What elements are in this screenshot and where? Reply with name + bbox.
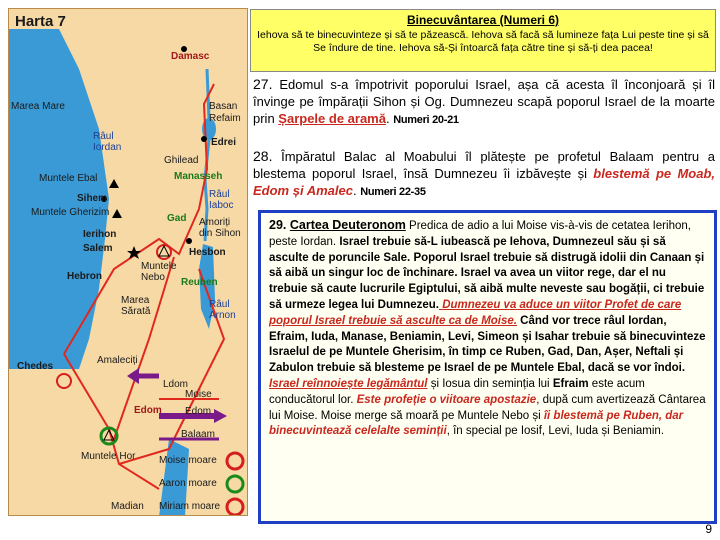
label-raul-iordan: Râul Iordan — [93, 131, 122, 153]
page-number: 9 — [705, 522, 712, 536]
label-muntele-gherizim: Muntele Gherizim — [31, 207, 110, 218]
deut-end: , în special pe Iosif, Levi, Iuda și Beniamin. — [446, 425, 665, 438]
label-edom: Edom — [134, 405, 162, 416]
deut-leader: este acum conducătorul lor. — [269, 377, 645, 406]
point-27-text: Edomul s-a împotrivit poporului Israel, așa că acesta îl înconjoară și îl învinge pe împărații Sihon și Og. Dumnezeu scapă poporul Israel de la moarte prin — [253, 77, 715, 126]
ierihon-star — [127, 246, 141, 259]
label-amaleciti: Amaleciți — [97, 355, 138, 366]
hesbon-dot — [186, 238, 192, 244]
deut-heading: Cartea Deuteronom — [289, 218, 406, 232]
point-27-highlight: Șarpele de aramă — [278, 111, 386, 126]
legend-balaam: Balaam — [181, 429, 215, 440]
legend-miriam-moare-icon — [227, 499, 243, 515]
point-28-punct: . — [352, 183, 361, 198]
label-ierihon: Ierihon — [83, 229, 117, 240]
point-28-reference: Numeri 22-35 — [360, 186, 426, 198]
label-raul-iaboc: Râul Iaboc — [209, 189, 234, 211]
label-salem: Salem — [83, 243, 113, 254]
point-28-number: 28. — [253, 148, 273, 164]
point-28 — [253, 148, 715, 201]
label-sihem: Sihem — [77, 193, 108, 204]
ebal-triangle — [109, 179, 119, 188]
blessing-box — [250, 9, 716, 72]
legend-ldom: Ldom — [163, 379, 189, 390]
map-panel — [8, 8, 248, 516]
deut-efraim: Efraim — [552, 377, 589, 390]
label-muntele-hor: Muntele Hor — [81, 451, 136, 462]
label-refaim: Refaim — [209, 113, 241, 124]
label-muntele-ebal: Muntele Ebal — [39, 173, 98, 184]
label-ghilead: Ghilead — [164, 155, 199, 166]
point-28-highlight: blestemă pe Moab, Edom și Amalec — [253, 166, 715, 198]
deut-law: Israel trebuie să-L iubească pe Iehova, Dumnezeul său și să asculte de poruncile Sale. Poporul Israel trebuie să distrugă idolii din Canaan și să aibă un singur loc de închinare. Israel va avea un viitor rege, dar el nu trebuie să caute lucrurile Egiptului, să aibă multe neveste sau bogății, ci trebuie să urmeze legea lui Dumnezeu. — [269, 235, 705, 311]
point-27-punct: . — [385, 111, 394, 126]
deut-intro: Predica de adio a lui Moise vis-à-vis de cetatea Ierihon, peste Iordan. — [269, 220, 691, 248]
deut-tribes: Când vor trece râul Iordan, Efraim, Iuda, Manase, Beniamin, Levi, Simeon și Isahar trebuie să binecuvinteze Israelul de pe Muntele Gherisim, în timp ce Ruben, Gad, Dan, Așer, Neftali și Zabulon trebuie să blesteme pe Israel de pe Muntele Ebal, dacă se vor îndoi. — [269, 314, 706, 375]
label-reuben: Reuben — [181, 277, 218, 288]
deut-prophet: Dumnezeu va aduce un viitor Profet de care poporul Israel trebuie să asculte ca de Moise. — [269, 298, 682, 327]
label-marea-sarata: Marea Sărată — [121, 295, 151, 317]
deut-iosua: și Iosua din seminția lui — [427, 377, 553, 390]
label-manasseh: Manasseh — [174, 171, 223, 182]
legend-miriam-moare: Miriam moare — [159, 501, 221, 512]
label-marea-mare: Marea Mare — [11, 101, 65, 112]
label-damasc: Damasc — [171, 51, 210, 62]
label-basan: Basan — [209, 101, 238, 112]
deut-number: 29. — [269, 218, 290, 232]
point-27-number: 27. — [253, 76, 273, 92]
deut-curse: îi blestemă pe Ruben, dar binecuvintează celelalte seminții — [269, 409, 684, 438]
legend-aaron-moare: Aaron moare — [159, 478, 217, 489]
legend-moise-moare: Moise moare — [159, 455, 217, 466]
point-27 — [253, 76, 715, 129]
gherizim-triangle — [112, 209, 122, 218]
blessing-text: Iehova să te binecuvinteze și să te păzească. Iehova să facă să lumineze fața Lui peste tine și să Se îndure de tine. Iehova să-Și întoarcă fața către tine și să-ți dea pacea! — [257, 29, 709, 54]
legend-aaron-moare-icon — [227, 476, 243, 492]
point-27-reference: Numeri 20-21 — [393, 114, 459, 126]
label-raul-arnon: Râul Arnon — [209, 299, 236, 321]
map-title: Harta 7 — [15, 13, 66, 30]
label-hebron: Hebron — [67, 271, 102, 282]
deut-song: , după cum avertizează Cântarea lui Moise. Moise merge să moară pe Muntele Nebo și — [269, 393, 706, 422]
point-28-text: Împăratul Balac al Moabului îl plătește pe profetul Balaam pentru a blestema poporul Israel, însă Dumnezeu îi izbăvește și — [253, 149, 715, 181]
label-gad: Gad — [167, 213, 187, 224]
edrei-dot — [201, 136, 207, 142]
legend-edom: Edom — [185, 406, 212, 417]
label-chedes: Chedes — [17, 361, 54, 372]
chedes-marker — [57, 374, 71, 388]
legend-moise: Moise — [185, 389, 212, 400]
blessing-title: Binecuvântarea (Numeri 6) — [406, 13, 560, 27]
label-amoriti: Amoriți din Sihon — [199, 217, 241, 239]
label-hesbon: Hesbon — [189, 247, 226, 258]
deut-covenant: Israel reînnoiește legământul — [269, 377, 428, 390]
label-muntele-nebo: Muntele Nebo — [141, 261, 177, 283]
label-edrei: Edrei — [211, 137, 237, 148]
nebo-triangle — [159, 246, 169, 256]
deut-apostasy: Este profeție o viitoare apostazie — [356, 393, 537, 406]
legend-moise-moare-icon — [227, 453, 243, 469]
label-madian: Madian — [111, 501, 144, 512]
deuteronomy-box — [258, 210, 717, 524]
